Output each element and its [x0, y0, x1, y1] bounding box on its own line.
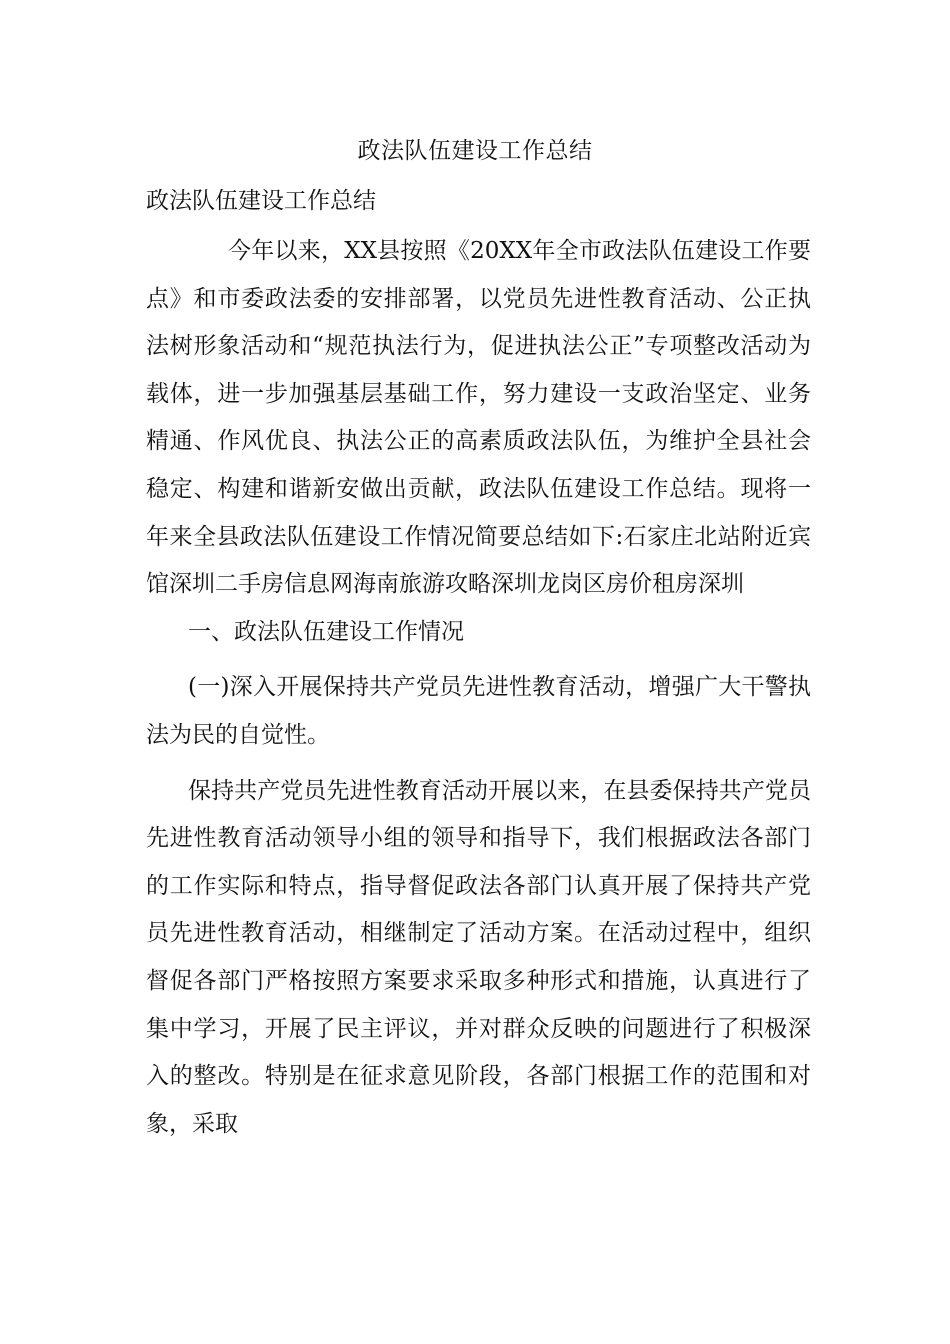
document-title: 政法队伍建设工作总结 [357, 138, 593, 164]
document-body [146, 228, 811, 1148]
paragraph-body: 保持共产党员先进性教育活动开展以来，在县委保持共产党员先进性教育活动领导小组的领导和指导下，我们根据政法各部门的工作实际和特点，指导督促政法各部门认真开展了保持共产党员先进性教育活动，相继制定了活动方案。在活动过程中，组织督促各部门严格按照方案要求采取多种形式和措施，认真进行了集中学习，开展了民主评议，并对群众反映的问题进行了积极深入的整改。特别是在征求意见阶段，各部门根据工作的范围和对象，采取 [146, 777, 811, 1137]
document-subtitle: 政法队伍建设工作总结 [146, 188, 376, 214]
subsection-heading: (一)深入开展保持共产党员先进性教育活动，增强广大干警执法为民的自觉性。 [146, 674, 811, 748]
section-heading: 一、政法队伍建设工作情况 [188, 618, 464, 645]
paragraph-intro: 今年以来，XX县按照《20XX年全市政法队伍建设工作要点》和市委政法委的安排部署，以党员先进性教育活动、公正执法树形象活动和“规范执法行为，促进执法公正”专项整改活动为载体，进一步加强基层基础工作，努力建设一支政治坚定、业务精通、作风优良、执法公正的高素质政法队伍，为维护全县社会稳定、构建和谐新安做出贡献，政法队伍建设工作总结。现将一年来全县政法队伍建设工作情况简要总结如下:石家庄北站附近宾馆深圳二手房信息网海南旅游攻略深圳龙岗区房价租房深圳 [146, 238, 811, 598]
